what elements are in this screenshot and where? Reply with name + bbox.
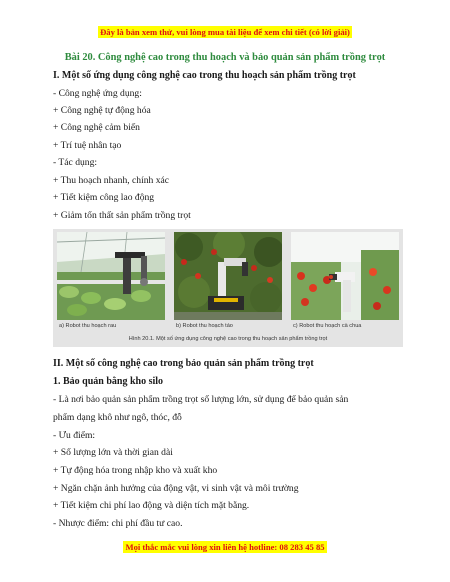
list-item: + Tự động hóa trong nhập kho và xuất kho — [53, 465, 218, 476]
list-item: + Công nghệ cảm biến — [53, 122, 140, 133]
list-item: - Tác dụng: — [53, 157, 98, 168]
section-2-heading: II. Một số công nghệ cao trong bảo quản sản phẩm trồng trọt — [53, 358, 314, 369]
hotline-banner-text: Mọi thắc mắc vui lòng xin liên hệ hotline: 08 283 45 85 — [125, 542, 325, 552]
list-item: + Số lượng lớn và thời gian dài — [53, 447, 173, 458]
preview-banner — [0, 27, 450, 37]
list-item: - Nhược điểm: chi phí đầu tư cao. — [53, 518, 183, 529]
list-item: - Là nơi bảo quản sản phẩm trồng trọt số lượng lớn, sử dụng để bảo quản sản — [53, 394, 349, 405]
photo-apple-robot — [174, 232, 282, 320]
photo-lettuce-robot — [57, 232, 165, 320]
preview-banner-text: Đây là bản xem thử, vui lòng mua tài liệu để xem chi tiết (có lời giải) — [100, 27, 350, 37]
caption-c: c) Robot thu hoạch cà chua — [293, 323, 362, 329]
caption-a: a) Robot thu hoạch rau — [59, 323, 117, 329]
list-item: + Công nghệ tự động hóa — [53, 105, 151, 116]
list-item: + Thu hoạch nhanh, chính xác — [53, 175, 170, 186]
list-item: - Công nghệ ứng dụng: — [53, 88, 142, 99]
list-item: + Giảm tổn thất sản phẩm trồng trọt — [53, 210, 191, 221]
list-item: + Ngăn chặn ảnh hưởng của động vật, vi sinh vật và môi trường — [53, 483, 299, 494]
hotline-banner — [0, 542, 450, 552]
section-2-subheading: 1. Bảo quản bằng kho silo — [53, 376, 164, 387]
lesson-title: Bài 20. Công nghệ cao trong thu hoạch và bảo quản sản phẩm trồng trọt — [64, 52, 386, 63]
figure-caption: Hình 20.1. Một số ứng dụng công nghệ cao trong thu hoạch sản phẩm trồng trọt — [128, 336, 328, 342]
list-item: phẩm dạng khô như ngô, thóc, đỗ — [53, 412, 182, 423]
list-item: + Trí tuệ nhân tạo — [53, 140, 122, 151]
figure-harvest-robots — [53, 229, 403, 347]
photo-tomato-robot — [291, 232, 399, 320]
section-1-heading: I. Một số ứng dụng công nghệ cao trong thu hoạch sản phẩm trồng trọt — [53, 70, 356, 81]
list-item: + Tiết kiệm công lao động — [53, 192, 155, 203]
list-item: + Tiết kiệm chi phí lao động và diện tích mặt bằng. — [53, 500, 250, 511]
list-item: - Ưu điểm: — [53, 430, 96, 441]
caption-b: b) Robot thu hoạch táo — [176, 323, 233, 329]
